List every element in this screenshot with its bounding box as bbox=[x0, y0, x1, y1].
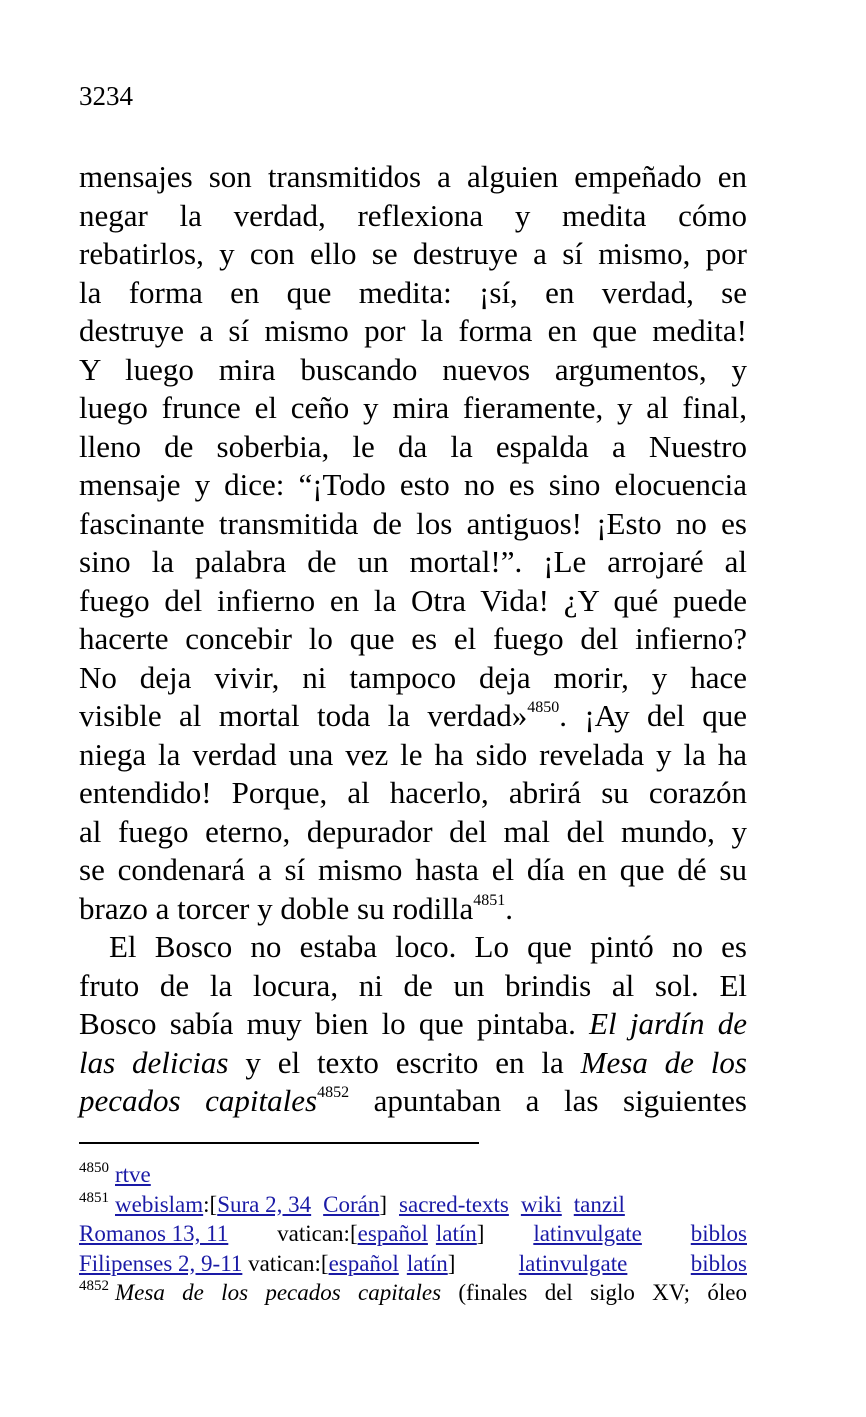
text-segment: vatican:[ bbox=[242, 1250, 329, 1276]
italic-title: El jardín de bbox=[589, 1006, 748, 1041]
text-line bbox=[79, 1082, 747, 1121]
link-tanzil[interactable]: tanzil bbox=[573, 1191, 625, 1217]
link-espanol[interactable]: español bbox=[357, 1221, 428, 1246]
main-text bbox=[79, 158, 747, 1121]
link-rtve[interactable]: rtve bbox=[115, 1162, 151, 1187]
page-number: 3234 bbox=[79, 81, 133, 111]
text-segment: vatican:[ bbox=[277, 1221, 358, 1246]
italic-title: las delicias bbox=[79, 1044, 229, 1080]
link-sura[interactable]: Sura 2, 34 bbox=[217, 1191, 312, 1217]
text-segment: :[ bbox=[203, 1191, 218, 1217]
text-segment: ] bbox=[379, 1191, 388, 1217]
text-line: niega la verdad una vez le ha sido revelada y la ha bbox=[79, 736, 747, 772]
text-line bbox=[79, 890, 747, 929]
footnote-ref-4850[interactable]: 4850 bbox=[527, 699, 560, 716]
link-latin[interactable]: latín bbox=[435, 1221, 477, 1246]
link-romanos[interactable]: Romanos 13, 11 bbox=[79, 1221, 229, 1246]
text-line: fruto de la locura, ni de un brindis al sol. El bbox=[79, 967, 747, 1003]
text-line: mensaje y dice: “¡Todo esto no es sino elocuencia bbox=[79, 467, 747, 502]
text-line: lleno de soberbia, le da la espalda a Nuestro bbox=[79, 428, 747, 464]
text-line: entendido! Porque, al hacerlo, abrirá su corazón bbox=[79, 775, 747, 810]
text-segment: . ¡Ay del que bbox=[559, 698, 747, 733]
text-segment: (finales del siglo XV; óleo bbox=[441, 1280, 747, 1305]
footnote-line bbox=[79, 1219, 747, 1249]
text-line bbox=[79, 1044, 747, 1083]
text-line: rebatirlos, y con ello se destruye a sí mismo, por bbox=[79, 236, 747, 271]
text-line: El Bosco no estaba loco. Lo que pintó no es bbox=[109, 929, 747, 964]
footnote-divider bbox=[79, 1142, 479, 1144]
footnote-number: 4851 bbox=[79, 1189, 109, 1206]
italic-title: pecados capitales bbox=[79, 1083, 318, 1118]
link-latinvulgate[interactable]: latinvulgate bbox=[533, 1221, 642, 1246]
link-latin[interactable]: latín bbox=[406, 1250, 448, 1276]
italic-title: Mesa de los bbox=[580, 1044, 747, 1080]
text-segment: y el texto escrito en la bbox=[228, 1044, 581, 1080]
footnote-ref-4852[interactable]: 4852 bbox=[317, 1084, 350, 1101]
text-line: sino la palabra de un mortal!”. ¡Le arrojaré al bbox=[79, 544, 747, 579]
text-line: mensajes son transmitidos a alguien empeñado en bbox=[79, 159, 747, 194]
text-line: al fuego eterno, depurador del mal del mundo, y bbox=[79, 813, 747, 849]
text-line: luego frunce el ceño y mira fieramente, y al final, bbox=[79, 390, 747, 425]
link-biblos[interactable]: biblos bbox=[690, 1221, 747, 1246]
link-coran[interactable]: Corán bbox=[323, 1191, 380, 1217]
link-filipenses[interactable]: Filipenses 2, 9-11 bbox=[79, 1250, 243, 1276]
link-webislam[interactable]: webislam bbox=[115, 1191, 204, 1217]
text-line: fuego del infierno en la Otra Vida! ¿Y qué puede bbox=[79, 582, 747, 618]
text-segment: apuntaban a las siguientes bbox=[349, 1083, 747, 1118]
footnote-ref-4851[interactable]: 4851 bbox=[473, 891, 506, 909]
text-line: hacerte concebir lo que es el fuego del infierno? bbox=[79, 621, 747, 656]
italic-title: Mesa de los pecados capitales bbox=[115, 1280, 442, 1305]
text-line: Y luego mira buscando nuevos argumentos, y bbox=[79, 351, 747, 387]
link-sacred-texts[interactable]: sacred-texts bbox=[399, 1191, 509, 1217]
text-line bbox=[79, 697, 747, 736]
footnote-4851 bbox=[79, 1190, 747, 1220]
vatican-group bbox=[277, 1219, 484, 1249]
text-segment: . bbox=[505, 890, 513, 926]
text-segment: Bosco sabía muy bien lo que pintaba. bbox=[79, 1006, 590, 1041]
text-line: destruye a sí mismo por la forma en que medita! bbox=[79, 313, 747, 348]
text-segment: visible al mortal toda la verdad» bbox=[79, 698, 528, 733]
text-line: No deja vivir, ni tampoco deja morir, y hace bbox=[79, 659, 747, 695]
text-segment: ] bbox=[476, 1221, 485, 1246]
footnote-4852 bbox=[79, 1278, 747, 1308]
footnote-number: 4850 bbox=[79, 1160, 109, 1176]
text-line bbox=[79, 1005, 747, 1044]
link-latinvulgate[interactable]: latinvulgate bbox=[518, 1250, 628, 1276]
footnote-line bbox=[79, 1249, 747, 1279]
footnote-4850 bbox=[79, 1160, 747, 1190]
text-line: se condenará a sí mismo hasta el día en que dé su bbox=[79, 852, 747, 887]
link-biblos[interactable]: biblos bbox=[690, 1250, 747, 1276]
link-wiki[interactable]: wiki bbox=[520, 1191, 562, 1217]
text-segment: brazo a torcer y doble su rodilla bbox=[79, 890, 474, 926]
link-espanol[interactable]: español bbox=[328, 1250, 399, 1276]
text-line: la forma en que medita: ¡sí, en verdad, se bbox=[79, 274, 747, 310]
footnotes bbox=[79, 1160, 747, 1308]
text-segment: ] bbox=[447, 1250, 456, 1276]
text-line: negar la verdad, reflexiona y medita cómo bbox=[79, 197, 747, 233]
text-line: fascinante transmitida de los antiguos! ¡Esto no es bbox=[79, 505, 747, 541]
footnote-number: 4852 bbox=[79, 1278, 109, 1294]
filipenses-group bbox=[79, 1249, 455, 1279]
